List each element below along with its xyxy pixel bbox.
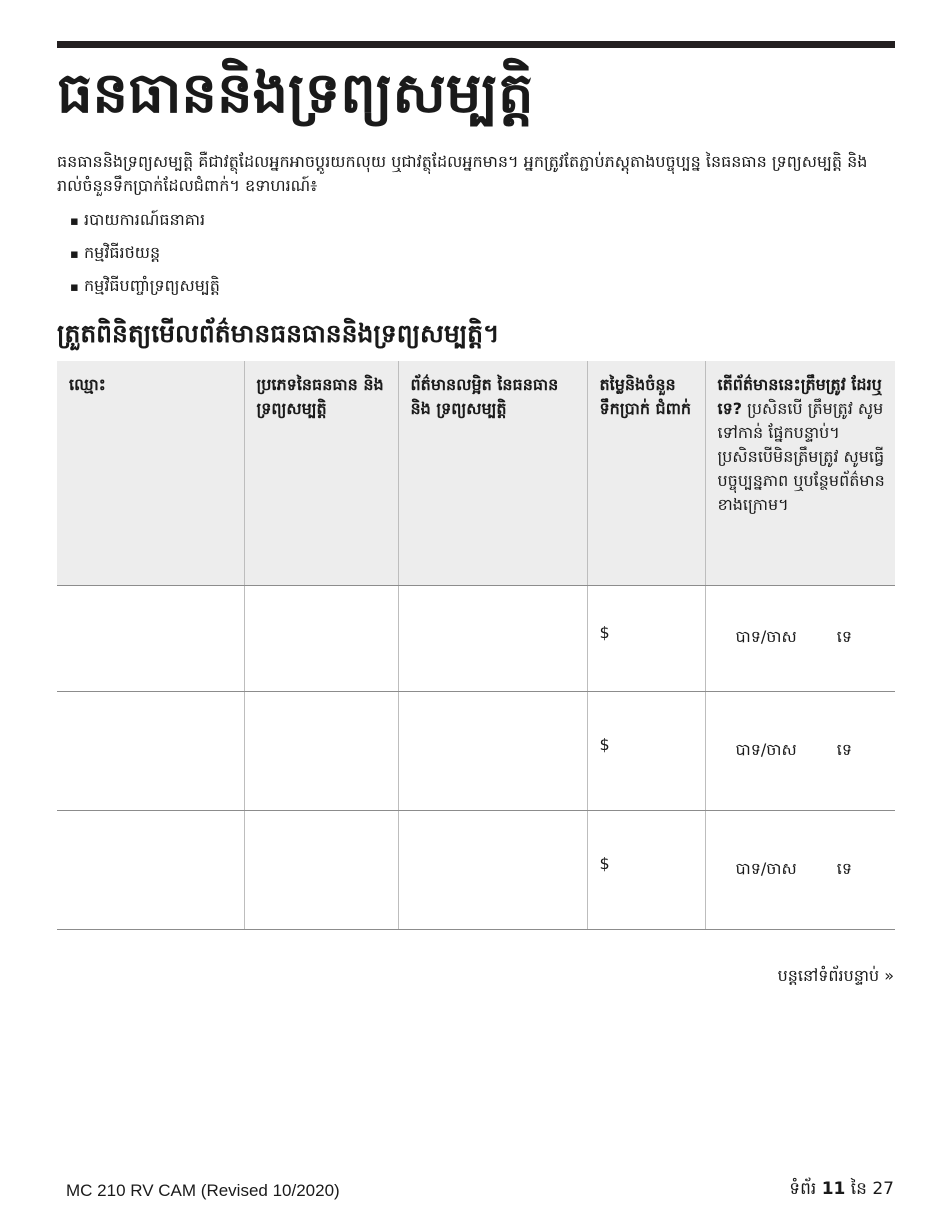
continue-next-page: បន្តនៅទំព័របន្ទាប់ »: [777, 966, 894, 985]
table-row: [57, 810, 895, 929]
type-cell[interactable]: [244, 810, 398, 929]
no-option[interactable]: ទេ: [836, 739, 852, 759]
table-row: [57, 585, 895, 691]
page-of: នៃ: [850, 1179, 867, 1199]
assets-table: [57, 361, 895, 930]
details-cell[interactable]: [398, 585, 587, 691]
correct-question: តើព័ត៌មាននេះត្រឹមត្រូវ ដែរឬទេ?: [717, 375, 882, 418]
page-indicator: [789, 1178, 894, 1203]
column-header-name: ឈ្មោះ: [57, 361, 244, 585]
list-item: ▪ កម្មវិធីបញ្ចាំទ្រព្យសម្បត្តិ: [70, 274, 220, 307]
column-header-value: តម្លៃនិងចំនួន ទឹកប្រាក់ ជំពាក់: [587, 361, 705, 585]
page-prefix: ទំព័រ: [789, 1179, 817, 1199]
correct-cell: [705, 585, 895, 691]
name-cell[interactable]: [57, 810, 244, 929]
amount-cell[interactable]: [587, 691, 705, 810]
list-item: ▪ កម្មវិធីរថយន្ត: [70, 241, 220, 274]
form-id: MC 210 RV CAM (Revised 10/2020): [66, 1181, 340, 1200]
amount-cell[interactable]: [587, 585, 705, 691]
example-list: [70, 208, 220, 307]
dollar-sign: $: [599, 622, 610, 642]
yes-option[interactable]: បាទ/ចាស: [735, 858, 797, 878]
page-number: 11: [821, 1179, 846, 1199]
yes-option[interactable]: បាទ/ចាស: [735, 739, 797, 759]
column-header-details: ព័ត៌មានលម្អិត នៃធនធាននិង ទ្រព្យសម្បត្តិ: [398, 361, 587, 585]
top-rule: [57, 41, 895, 48]
type-cell[interactable]: [244, 585, 398, 691]
name-cell[interactable]: [57, 691, 244, 810]
section-heading: ត្រួតពិនិត្យមើលព័ត៌មានធនធាននិងទ្រព្យសម្បត្តិ។: [57, 319, 500, 348]
dollar-sign: $: [599, 854, 610, 873]
intro-paragraph: ធនធាននិងទ្រព្យសម្បត្តិ គឺជាវត្ថុដែលអ្នកអាចប្តូរយកលុយ ឬជាវត្ថុដែលអ្នកមាន។ អ្នកត្រូវតែភ្ជាប់ភស្តុតាងបច្ចុប្បន្ន នៃធនធាន ទ្រព្យសម្បត្តិ និងរាល់ចំនួនទឹកប្រាក់ដែលជំពាក់។ ឧទាហរណ៍៖: [57, 152, 868, 195]
details-cell[interactable]: [398, 691, 587, 810]
column-header-type: ប្រភេទនៃធនធាន និងទ្រព្យសម្បត្តិ: [244, 361, 398, 585]
no-option[interactable]: ទេ: [836, 627, 852, 646]
yes-option[interactable]: បាទ/ចាស: [735, 627, 797, 646]
type-cell[interactable]: [244, 691, 398, 810]
details-cell[interactable]: [398, 810, 587, 929]
no-option[interactable]: ទេ: [836, 858, 852, 878]
table-header-row: [57, 361, 895, 585]
correct-cell: [705, 810, 895, 929]
name-cell[interactable]: [57, 585, 244, 691]
page-total: 27: [872, 1179, 894, 1199]
correct-cell: [705, 691, 895, 810]
page-title: ធនធាននិងទ្រព្យសម្បត្តិ: [57, 61, 534, 126]
list-item: ▪ របាយការណ៍ធនាគារ: [70, 208, 220, 241]
table-row: [57, 691, 895, 810]
dollar-sign: $: [599, 735, 610, 754]
amount-cell[interactable]: [587, 810, 705, 929]
column-header-correct: [705, 361, 895, 585]
correct-instructions: ប្រសិនបើ ត្រឹមត្រូវ សូមទៅកាន់ ផ្នែកបន្ទាប់។ ប្រសិនបើមិនត្រឹមត្រូវ សូមធ្វើបច្ចុប្បន្នភាព ឬបន្ថែមព័ត៌មាន ខាងក្រោម។: [717, 399, 885, 514]
